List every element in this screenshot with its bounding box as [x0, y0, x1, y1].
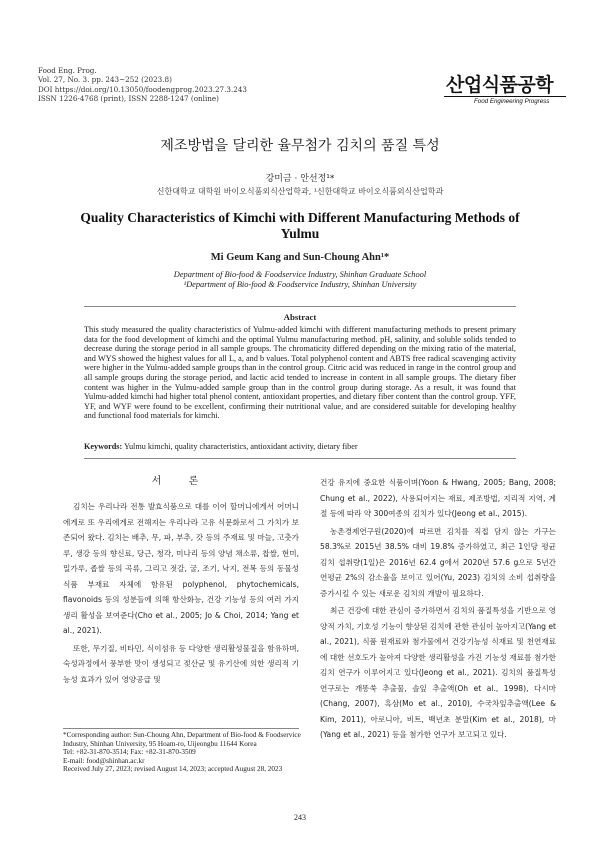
keywords	[84, 442, 516, 451]
section-heading-introduction: 서 론	[151, 476, 211, 487]
footnote-rule	[63, 728, 299, 729]
keywords-text: Yulmu kimchi, quality characteristics, antioxidant activity, dietary fiber	[123, 442, 358, 451]
journal-meta	[38, 66, 247, 104]
affiliation-english-1: Department of Bio-food & Foodservice Industry, Shinhan Graduate School	[173, 270, 427, 279]
logo-rule	[444, 96, 566, 97]
journal-issn: ISSN 1226-4768 (print), ISSN 2288-1247 (online)	[38, 94, 219, 104]
authors-english: Mi Geum Kang and Sun-Choung Ahn¹*	[210, 252, 390, 263]
footnote-corresponding: *Corresponding author: Sun-Choung Ahn, Department of Bio-food & Foodservice Industry, Shinhan University, 95 Hoam-ro, Uijeongbu 11644 Korea	[63, 731, 301, 748]
journal-doi: DOI https://doi.org/10.13050/foodengprog.2023.27.3.243	[38, 84, 247, 94]
footnote-tel: Tel: +82-31-870-3514; Fax: +82-31-870-3509	[63, 748, 196, 757]
page-number: 243	[294, 813, 306, 822]
journal-name: Food Eng. Prog.	[38, 66, 97, 75]
paragraph: 농촌경제연구원(2020)에 따르면 김치를 직접 담지 않는 가구는 58.3%로 2015년 38.5% 대비 19.8% 증가하였고, 최근 1인당 평균 김치 섭취량(1일)은 2016년 62.4 g에서 2020년 57.6 g으로 5년간 연평균 2%의 감소율을 보이고 있어(Yu, 2023) 김치의 소비 섭취량을 증가시킬 수 있는 새로운 김치의 개발이 필요하다.	[320, 526, 556, 598]
left-column	[63, 499, 299, 689]
affiliation-english-2: ¹Department of Bio-food & Foodservice Industry, Shinhan University	[183, 280, 417, 290]
footnote	[63, 731, 303, 774]
paragraph: 최근 건강에 대한 관심이 증가하면서 김치의 품질특성을 기반으로 영양적 가치, 기호성 기능이 향상된 김치에 관한 관심이 높아지고(Yang et al., 2021), 식품 원재료와 첨가물에서 건강기능성 식재료 및 천연재료에 대한 선호도가 높아져 다양한 생리활성을 가진 기능성 재료를 첨가한 김치 연구가 이루어지고 있다(Jeong et al., 2021). 김치의 품질특성 연구로는 개똥쑥 추출물, 솔잎 추출액(Oh et al., 1998), 다시마(Chang, 2007), 흑삼(Mo et al., 2010), 수국차잎추출액(Lee & Kim, 2011), 아로니아, 비트, 백년초 분말(Kim et al., 2018), 마(Yang et al., 2021) 등을 첨가한 연구가 보고되고 있다.	[320, 606, 557, 739]
paragraph: 건강 유지에 중요한 식품이며(Yoon & Hwang, 2005; Bang, 2008; Chung et al., 2022), 사용되어지는 재료, 제조방법, 지리적 지역, 계절 등에 따라 약 300여종의 김치가 있다(Jeong et al., 2015).	[320, 478, 556, 518]
affiliation-english	[0, 270, 600, 291]
title-korean: 제조방법을 달리한 율무첨가 김치의 품질 특성	[160, 138, 440, 154]
logo-english-text: Food Engineering Progress	[474, 98, 550, 105]
affiliation-korean: 신한대학교 대학원 바이오식품외식산업학과, ¹신한대학교 바이오식품외식산업학과	[156, 187, 444, 196]
right-column	[320, 475, 556, 745]
title-english: Quality Characteristics of Kimchi with Different Manufacturing Methods of Yulmu	[80, 210, 520, 241]
paragraph: 또한, 무기질, 비타민, 식이섬유 등 다양한 생리활성물질을 함유하며, 숙성과정에서 풍부한 맛이 생성되고 젖산균 및 유기산에 의한 생리적 기능성 효과가 있어 영양공급 및	[63, 643, 299, 684]
authors-korean: 강미금 · 안선정¹*	[265, 174, 335, 184]
abstract-text: This study measured the quality characteristics of Yulmu-added kimchi with different manufacturing methods to present primary data for the food development of kimchi and the optimal Yulmu manufacturing method. pH, salinity, and soluble solids tended to decrease during the storage period in all sample groups. The chromaticity differed depending on the mixing ratio of the material, and WYS showed the highest values for all L, a, and b values. Total polyphenol content and ABTS free radical scavenging activity were higher in the Yulmu-added sample groups than in the control group. Citric acid was reduced in range in the control group and all sample groups during the storage period, and lactic acid tended to increase in content in all sample groups. The dietary fiber content was higher in the Yulmu-added sample group than in the control group during storage. As a result, it was found that Yulmu-added kimchi had higher total phenol content, antioxidant properties, and dietary fiber content than the control group. YFF, YF, and WYF were found to be excellent, confirming their nutritional value, and are considered suitable for developing healthy and functional food materials for kimchi.	[84, 325, 516, 421]
keywords-label: Keywords:	[84, 442, 123, 451]
journal-logo	[444, 72, 566, 112]
abstract-top-rule	[84, 306, 516, 307]
paragraph: 김치는 우리나라 전통 발효식품으로 대를 이어 할머니에게서 어머니에게로 또 우리에게로 전해지는 우리나라 고유 식문화로서 그 가치가 보존되어 왔다. 김치는 배추, 무, 파, 부추, 갓 등의 주재료 및 마늘, 고춧가루, 생강 등의 향신료, 당근, 청각, 미나리 등의 양념 채소류, 찹쌀, 현미, 밀가루, 좁쌀 등의 곡류, 그리고 젓갈, 굴, 조기, 낙지, 전복 등의 동물성 식품 부재료 자체에 함유된 polyphenol, phytochemicals, flavonoids 등의 성분들에 의해 항산화능, 건강 기능성 등의 여러 가지 생리 활성을 보여준다(Cho et al., 2005; Jo & Choi, 2014; Yang et al., 2021).	[63, 502, 299, 635]
footnote-received: Received July 27, 2023; revised August 14, 2023; accepted August 28, 2023	[63, 765, 283, 774]
abstract-heading: Abstract	[283, 312, 317, 322]
journal-volume: Vol. 27, No. 3. pp. 243~252 (2023.8)	[38, 75, 172, 85]
logo-korean-text: 산업식품공학	[446, 74, 554, 96]
footnote-email: E-mail: food@shinhan.ac.kr	[63, 756, 145, 765]
abstract-bottom-rule	[84, 458, 516, 459]
